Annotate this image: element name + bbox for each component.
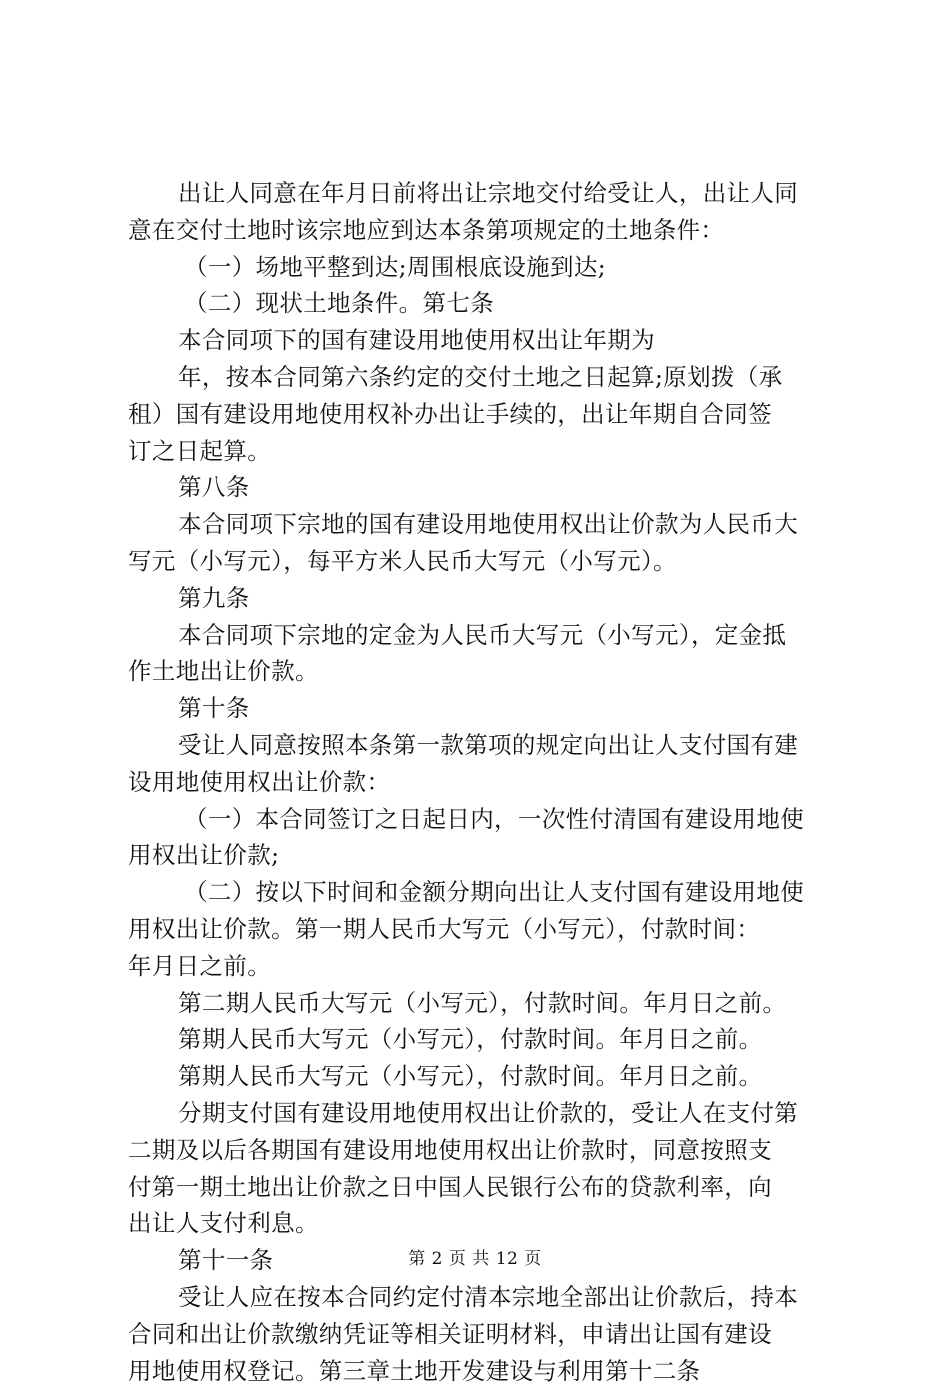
- paragraph-line: 受让人同意按照本条第一款第项的规定向出让人支付国有建: [128, 727, 838, 764]
- paragraph-line: 订之日起算。: [128, 433, 838, 470]
- article-heading: 第九条: [128, 580, 838, 617]
- paragraph-line: 出让人同意在年月日前将出让宗地交付给受让人，出让人同: [128, 175, 838, 212]
- paragraph-line: 本合同项下宗地的国有建设用地使用权出让价款为人民币大: [128, 506, 838, 543]
- paragraph-line: 作土地出让价款。: [128, 653, 838, 690]
- paragraph-line: （一）本合同签订之日起日内，一次性付清国有建设用地使: [128, 801, 838, 838]
- paragraph-line: 出让人支付利息。: [128, 1205, 838, 1242]
- article-heading: 第八条: [128, 469, 838, 506]
- paragraph-line: 分期支付国有建设用地使用权出让价款的，受让人在支付第: [128, 1095, 838, 1132]
- document-body: [128, 175, 838, 1389]
- paragraph-line: 第期人民币大写元（小写元），付款时间。年月日之前。: [128, 1021, 838, 1058]
- paragraph-line: 写元（小写元），每平方米人民币大写元（小写元）。: [128, 543, 838, 580]
- article-heading: 第十条: [128, 690, 838, 727]
- paragraph-line: 第二期人民币大写元（小写元），付款时间。年月日之前。: [128, 985, 838, 1022]
- paragraph-line: 付第一期土地出让价款之日中国人民银行公布的贷款利率，向: [128, 1169, 838, 1206]
- paragraph-line: 年，按本合同第六条约定的交付土地之日起算;原划拨（承: [128, 359, 838, 396]
- paragraph-line: 设用地使用权出让价款：: [128, 764, 838, 801]
- paragraph-line: 用权出让价款;: [128, 837, 838, 874]
- paragraph-line: 用地使用权登记。第三章土地开发建设与利用第十二条: [128, 1353, 838, 1389]
- paragraph-line: （二）按以下时间和金额分期向出让人支付国有建设用地使: [128, 874, 838, 911]
- paragraph-line: 合同和出让价款缴纳凭证等相关证明材料，申请出让国有建设: [128, 1316, 838, 1353]
- paragraph-line: 本合同项下的国有建设用地使用权出让年期为: [128, 322, 838, 359]
- paragraph-line: 二期及以后各期国有建设用地使用权出让价款时，同意按照支: [128, 1132, 838, 1169]
- paragraph-line: 受让人应在按本合同约定付清本宗地全部出让价款后，持本: [128, 1279, 838, 1316]
- paragraph-line: （二）现状土地条件。第七条: [128, 285, 838, 322]
- article-heading: 第十一条: [128, 1242, 838, 1279]
- paragraph-line: 用权出让价款。第一期人民币大写元（小写元），付款时间：: [128, 911, 838, 948]
- paragraph-line: 第期人民币大写元（小写元），付款时间。年月日之前。: [128, 1058, 838, 1095]
- paragraph-line: 年月日之前。: [128, 948, 838, 985]
- paragraph-line: （一）场地平整到达;周围根底设施到达;: [128, 249, 838, 286]
- paragraph-line: 意在交付土地时该宗地应到达本条第项规定的土地条件：: [128, 212, 838, 249]
- paragraph-line: 租）国有建设用地使用权补办出让手续的，出让年期自合同签: [128, 396, 838, 433]
- paragraph-line: 本合同项下宗地的定金为人民币大写元（小写元），定金抵: [128, 617, 838, 654]
- page-number-footer: 第 2 页 共 12 页: [0, 1244, 950, 1269]
